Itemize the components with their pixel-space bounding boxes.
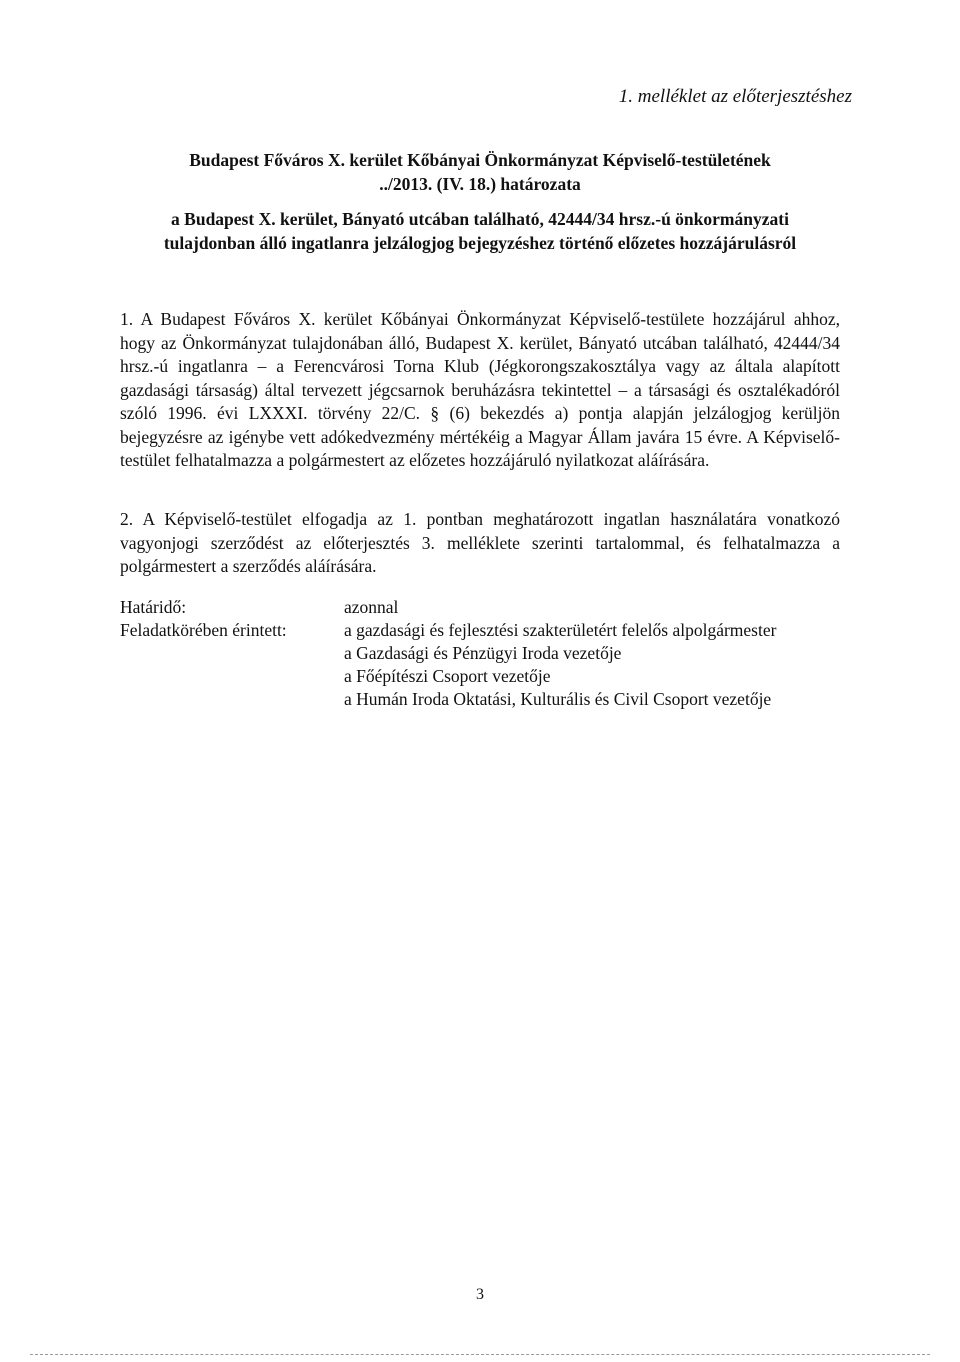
resolution-number: ../2013. (IV. 18.) határozata: [379, 174, 581, 194]
resolution-subject: [120, 207, 840, 255]
annex-label: 1. melléklet az előterjesztéshez: [618, 86, 852, 107]
resolution-title-line: Budapest Főváros X. kerület Kőbányai Önkormányzat Képviselő-testületének: [189, 150, 771, 170]
responsible-item: a Humán Iroda Oktatási, Kulturális és Civil Csoport vezetője: [344, 689, 772, 709]
resolution-point-2: 2. A Képviselő-testület elfogadja az 1. pontban meghatározott ingatlan használatára vonatkozó vagyonjogi szerződést az előterjesztés 3. melléklete szerinti tartalommal, és felhatalmazza a polgármestert a szerződés aláírására.: [120, 509, 840, 576]
deadline-section: [120, 596, 860, 711]
scan-edge-line: [30, 1354, 930, 1356]
responsible-label: Feladatkörében érintett:: [120, 620, 287, 640]
responsible-list: [344, 619, 860, 711]
resolution-subject-line: a Budapest X. kerület, Bányató utcában található, 42444/34 hrsz.-ú önkormányzati: [171, 209, 789, 229]
resolution-title: [120, 148, 840, 196]
deadline-label: Határidő:: [120, 597, 187, 617]
responsible-item: a Főépítészi Csoport vezetője: [344, 666, 551, 686]
deadline-row: [120, 596, 860, 619]
page-number: 3: [476, 1286, 484, 1303]
resolution-point-1: 1. A Budapest Főváros X. kerület Kőbányai Önkormányzat Képviselő-testülete hozzájárul ahhoz, hogy az Önkormányzat tulajdonában álló, Budapest X. kerület, Bányató utcában található, 42444/34 hrsz.-ú ingatlanra – a Ferencvárosi Torna Klub (Jégkorongszakosztálya vagy az általa alapított gazdasági társaság) által tervezett jégcsarnok beruházásra tekintettel – a társasági és osztalékadóról szóló 1996. évi LXXXI. törvény 22/C. § (6) bekezdés a) pontja alapján jelzálogjog kerüljön bejegyzésre az igénybe vett adókedvezmény mértékéig a Magyar Állam javára 15 évre. A Képviselő-testület felhatalmazza a polgármestert az előzetes hozzájáruló nyilatkozat aláírására.: [120, 309, 840, 470]
deadline-value: azonnal: [344, 597, 399, 617]
responsible-item: a Gazdasági és Pénzügyi Iroda vezetője: [344, 643, 622, 663]
responsible-item: a gazdasági és fejlesztési szakterületért felelős alpolgármester: [344, 620, 777, 640]
responsible-row: [120, 619, 860, 711]
resolution-subject-line: tulajdonban álló ingatlanra jelzálogjog bejegyzéshez történő előzetes hozzájárulásról: [163, 233, 797, 253]
